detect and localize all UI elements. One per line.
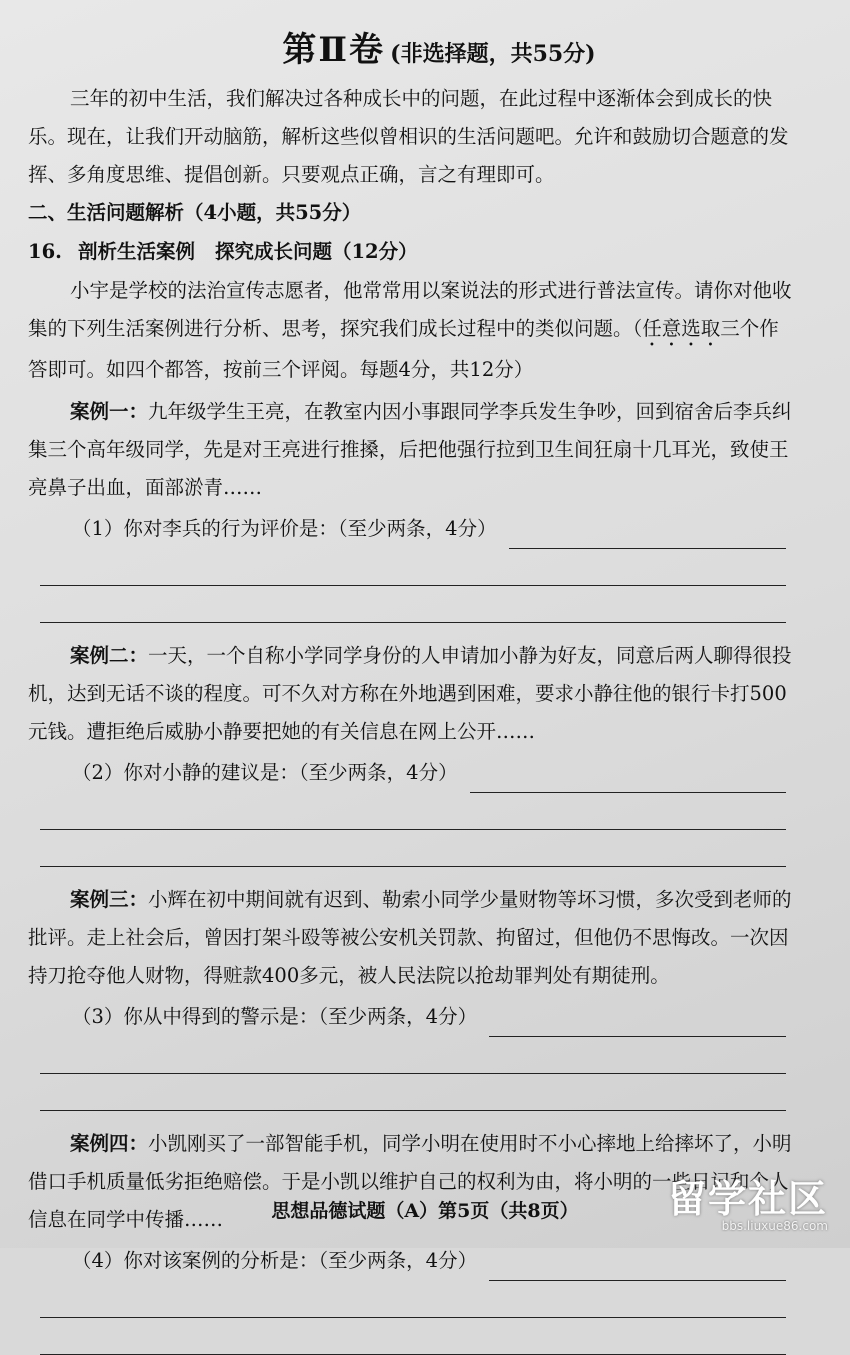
case-line-3: 信息在同学中传播…… (28, 1208, 224, 1231)
intro-line-1: 三年的初中生活，我们解决过各种成长中的问题，在此过程中逐渐体会到成长的快 (70, 87, 773, 110)
section-heading: 二、生活问题解析（4小题，共55分） (28, 201, 362, 224)
answer-line[interactable] (40, 586, 786, 623)
case-block (28, 637, 810, 867)
question-desc-2 (28, 310, 810, 351)
answer-line[interactable] (40, 549, 786, 586)
question-topic-2: 探究成长问题 (214, 240, 332, 263)
intro-line-3: 挥、多角度思维、提倡创新。只要观点正确，言之有理即可。 (28, 163, 555, 186)
question-number: 16. (28, 240, 62, 263)
answer-prompt-text: （2）你对小静的建议是：（至少两条，4分） (72, 761, 458, 784)
case-line-1 (28, 637, 810, 675)
title-subtitle: (非选择题，共55分) (390, 41, 596, 67)
answer-line[interactable] (489, 1010, 786, 1037)
answer-prompt (28, 997, 810, 1037)
watermark-logo: 留学社区 (667, 1177, 828, 1221)
case-label: 案例二： (70, 644, 149, 667)
case-text: 小凯刚买了一部智能手机，同学小明在使用时不小心摔地上给摔坏了，小明 (148, 1132, 792, 1155)
question-16-heading (28, 232, 810, 272)
case-line-3: 持刀抢夺他人财物，得赃款400多元，被人民法院以抢劫罪判处有期徒刑。 (28, 964, 670, 987)
emphasized-text: 任意选取 (642, 317, 721, 340)
answer-line[interactable] (489, 1254, 786, 1281)
case-text: 一天，一个自称小学同学身份的人申请加小静为好友，同意后两人聊得很投 (148, 644, 792, 667)
case-text: 小辉在初中期间就有迟到、勒索小同学少量财物等坏习惯，多次受到老师的 (148, 888, 792, 911)
answer-prompt (28, 1241, 810, 1281)
case-line-3: 亮鼻子出血，面部淤青…… (28, 476, 263, 499)
question-desc-3: 答即可。如四个都答，按前三个评阅。每题4分，共12分） (28, 358, 534, 381)
answer-prompt-text: （1）你对李兵的行为评价是：（至少两条，4分） (72, 517, 497, 540)
answer-line[interactable] (40, 1074, 786, 1111)
answer-line[interactable] (470, 766, 786, 793)
case-line-2: 机，达到无话不谈的程度。可不久对方称在外地遇到困难，要求小静往他的银行卡打500 (28, 682, 787, 705)
case-line-1 (28, 1125, 810, 1163)
case-block (28, 881, 810, 1111)
answer-line[interactable] (40, 1318, 786, 1355)
answer-line[interactable] (40, 1037, 786, 1074)
case-label: 案例三： (70, 888, 149, 911)
answer-line[interactable] (40, 793, 786, 830)
intro-line-2: 乐。现在，让我们开动脑筋，解析这些似曾相识的生活问题吧。允许和鼓励切合题意的发 (28, 125, 789, 148)
title-main: 第Ⅱ卷 (282, 30, 386, 70)
case-block (28, 1125, 810, 1355)
case-line-2: 批评。走上社会后，曾因打架斗殴等被公安机关罚款、拘留过，但他仍不思悔改。一次因 (28, 926, 789, 949)
case-text: 九年级学生王亮，在教室内因小事跟同学李兵发生争吵，回到宿舍后李兵纠 (148, 400, 792, 423)
case-line-3: 元钱。遭拒绝后威胁小静要把她的有关信息在网上公开…… (28, 720, 536, 743)
question-topic-1: 剖析生活案例 (77, 240, 195, 263)
case-line-2: 借口手机质量低劣拒绝赔偿。于是小凯以维护自己的权利为由，将小明的一些日记和个人 (28, 1170, 789, 1193)
question-desc-2a: 集的下列生活案例进行分析、思考，探究我们成长过程中的类似问题。（ (28, 317, 643, 340)
answer-line[interactable] (40, 830, 786, 867)
answer-prompt (28, 509, 810, 549)
answer-prompt-text: （3）你从中得到的警示是：（至少两条，4分） (72, 1005, 478, 1028)
case-line-1 (28, 881, 810, 919)
case-line-1 (28, 393, 810, 431)
case-label: 案例四： (70, 1132, 149, 1155)
answer-line[interactable] (509, 522, 786, 549)
question-desc-2c: 三个作 (720, 317, 779, 340)
case-label: 案例一： (70, 400, 149, 423)
answer-prompt-text: （4）你对该案例的分析是：（至少两条，4分） (72, 1249, 478, 1272)
case-block (28, 393, 810, 623)
answer-line[interactable] (40, 1281, 786, 1318)
question-desc-1: 小宇是学校的法治宣传志愿者，他常常用以案说法的形式进行普法宣传。请你对他收 (70, 279, 792, 302)
watermark-url: bbs.liuxue86.com (721, 1219, 828, 1233)
site-watermark (668, 1168, 828, 1233)
page-footer: 思想品德试题（A）第5页（共8页） (271, 1200, 579, 1222)
answer-prompt (28, 753, 810, 793)
case-line-2: 集三个高年级同学，先是对王亮进行推搡，后把他强行拉到卫生间狂扇十几耳光，致使王 (28, 438, 789, 461)
question-points: （12分） (331, 240, 418, 263)
paper-title (68, 22, 810, 80)
